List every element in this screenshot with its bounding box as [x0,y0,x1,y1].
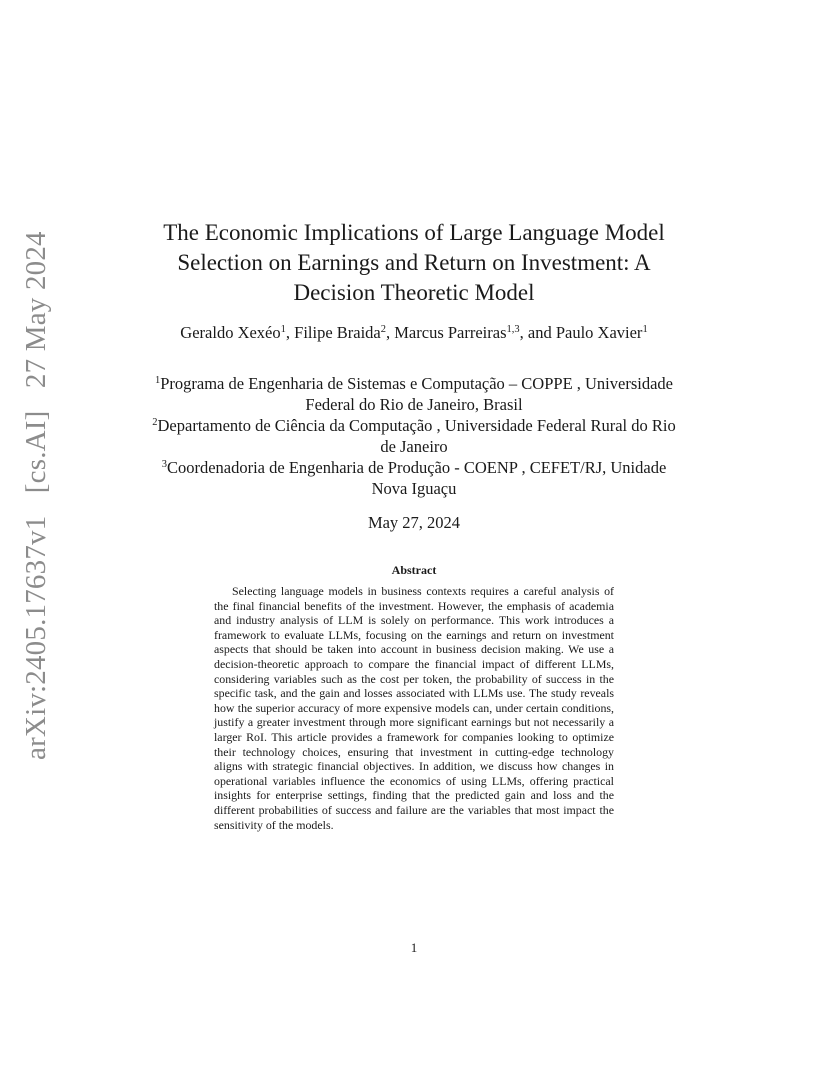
publication-date: May 27, 2024 [367,513,461,532]
author-list [150,322,678,343]
arxiv-id: arXiv:2405.17637v1 [20,515,52,760]
author-name: Filipe Braida [294,323,381,342]
author-affiliation-mark: 1 [642,324,648,335]
author-name: Marcus Parreiras [394,323,507,342]
author-conjunction: and [527,323,552,342]
affiliation-item [150,457,678,499]
affiliation-item [150,373,678,415]
author-name: Geraldo Xexéo [180,323,281,342]
author-affiliation-mark: 2 [380,324,386,335]
author-separator: , [519,323,528,342]
affiliation-list [150,373,678,499]
affiliation-mark: 3 [161,459,167,470]
affiliation-text: Programa de Engenharia de Sistemas e Computação – COPPE , Universidade Federal do Rio de Janeiro, Brasil [160,374,673,414]
author-separator: , [285,323,295,342]
author-name: Paulo Xavier [555,323,643,342]
arxiv-identifier-stamp [16,231,56,760]
affiliation-text: Coordenadoria de Engenharia de Produção - COENP , CEFET/RJ, Unidade Nova Iguaçu [166,458,667,498]
abstract-heading: Abstract [391,563,437,577]
paper-title: The Economic Implications of Large Language Model Selection on Earnings and Return on Investment: A Decision Theoretic Model [163,220,665,305]
author-affiliation-mark: 1 [280,324,286,335]
arxiv-category: [cs.AI] [20,410,52,494]
affiliation-mark: 2 [152,417,158,428]
abstract-text: Selecting language models in business contexts requires a careful analysis of the final financial benefits of the investment. However, the emphasis of academia and industry analysis of LLM is solely on performance. This work introduces a framework to evaluate LLMs, focusing on the earnings and return on investment aspects that should be taken into account in business decision making. We use a decision-theoretic approach to compare the financial impact of different LLMs, considering variables such as the cost per token, the probability of success in the specific task, and the gain and losses associated with LLMs use. The study reveals how the superior accuracy of more expensive models can, under certain conditions, justify a greater investment through more significant earnings but not necessarily a larger RoI. This article provides a framework for companies looking to optimize their technology choices, ensuring that investment in cutting-edge technology aligns with strategic financial objectives. In addition, we discuss how changes in operational variables influence the economics of using LLMs, offering practical insights for enterprise settings, finding that the predicted gain and loss and the different probabilities of success and failure are the variables that most impact the sensitivity of the models. [214,584,614,832]
arxiv-date: 27 May 2024 [20,231,52,389]
author-affiliation-mark: 1,3 [506,324,520,335]
affiliation-mark: 1 [154,375,161,386]
affiliation-text: Departamento de Ciência da Computação , Universidade Federal Rural do Rio de Janeiro [157,416,676,456]
affiliation-item [150,415,678,457]
page-number: 1 [410,940,418,955]
author-separator: , [386,323,395,342]
